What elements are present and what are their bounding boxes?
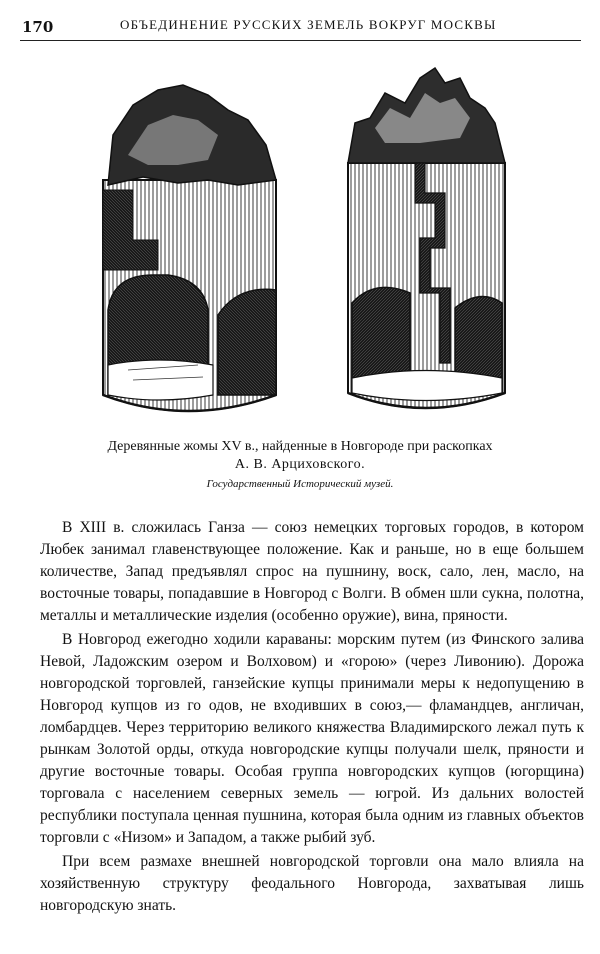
wooden-press-left-illustration [88,65,288,430]
figure-source: Государственный Исторический музей. [206,478,394,490]
header-rule [20,40,581,41]
paragraph: В XIII в. сложилась Ганза — союз немецких торговых городов, в котором Любек занимал главенствующее положение. Как и раньше, но в еще большем количестве, Запад предъявлял спрос на пушнину, воск, сало, лен, масло, на восточные товары, попадавшие в Новгород с Волги. В обмен шли сукна, полотна, металлы и металлические изделия (особенно оружие), вина, пряности. [40,519,584,624]
page-number: 170 [22,18,54,36]
running-title: ОБЪЕДИНЕНИЕ РУССКИХ ЗЕМЕЛЬ ВОКРУГ МОСКВЫ [120,17,497,32]
paragraph: В Новгород ежегодно ходили караваны: морским путем (из Финского залива Невой, Ладожским озером и Волховом) и «горою» (через Ливонию). Дорожа новгородской торговлей, ганзейские купцы принимали меры к недопущению в Новгород купцов из го одов, не входивших в союз,— фламандцев, англичан, ломбардцев. Через территорию великого княжества Владимирского лежал путь к рынкам Золотой орды, откуда новгородские купцы получали шелк, пряности и другие восточные товары. Особая группа новгородских купцов (югорщина) торговала с населением северных земель — югрой. Из дальних волостей республики поступала ценная пушнина, которая была одним из главных объектов торговли с «Низом» и Западом, а также рыбий зуб. [40,631,584,846]
figure-caption: Деревянные жомы XV в., найденные в Новгороде при раскопках [107,439,493,454]
figure-caption-author: А. В. Арциховского. [234,457,366,472]
paragraph: При всем размахе внешней новгородской торговли она мало влияла на хозяйственную структуру феодального Новгорода, захватывая лишь новгородскую знать. [40,853,584,914]
figure [0,55,600,435]
body-text [40,517,584,917]
wooden-press-right-illustration [330,63,520,428]
